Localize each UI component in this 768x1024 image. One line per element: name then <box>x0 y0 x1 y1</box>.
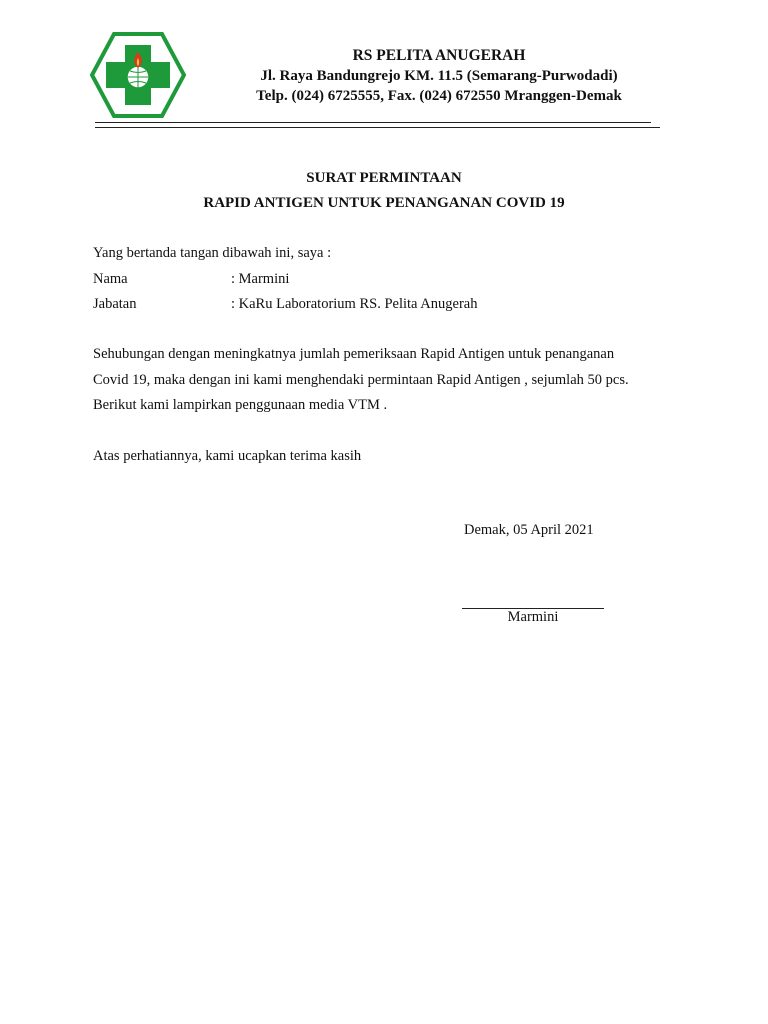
document-subtitle: RAPID ANTIGEN UNTUK PENANGANAN COVID 19 <box>203 195 565 211</box>
hospital-address: Jl. Raya Bandungrejo KM. 11.5 (Semarang-Purwodadi) <box>260 68 618 84</box>
document-title: SURAT PERMINTAAN <box>306 170 462 186</box>
body-line-1: Sehubungan dengan meningkatnya jumlah pemeriksaan Rapid Antigen untuk penanganan <box>93 346 615 362</box>
closing-text: Atas perhatiannya, kami ucapkan terima kasih <box>93 448 362 464</box>
intro-text: Yang bertanda tangan dibawah ini, saya : <box>93 245 332 261</box>
signer-name: Marmini <box>507 609 559 625</box>
jabatan-label: Jabatan <box>93 296 137 312</box>
place-date: Demak, 05 April 2021 <box>464 522 594 538</box>
nama-value: : Marmini <box>231 271 290 287</box>
letterhead-divider-top <box>95 122 651 123</box>
hospital-name: RS PELITA ANUGERAH <box>352 47 526 64</box>
hospital-contact: Telp. (024) 6725555, Fax. (024) 672550 Mranggen-Demak <box>256 88 622 104</box>
jabatan-value: : KaRu Laboratorium RS. Pelita Anugerah <box>231 296 478 312</box>
nama-label: Nama <box>93 271 128 287</box>
body-line-3: Berikut kami lampirkan penggunaan media VTM . <box>93 397 388 413</box>
letterhead-divider-bottom <box>95 127 660 128</box>
body-line-2: Covid 19, maka dengan ini kami menghendaki permintaan Rapid Antigen , sejumlah 50 pcs. <box>93 372 629 388</box>
